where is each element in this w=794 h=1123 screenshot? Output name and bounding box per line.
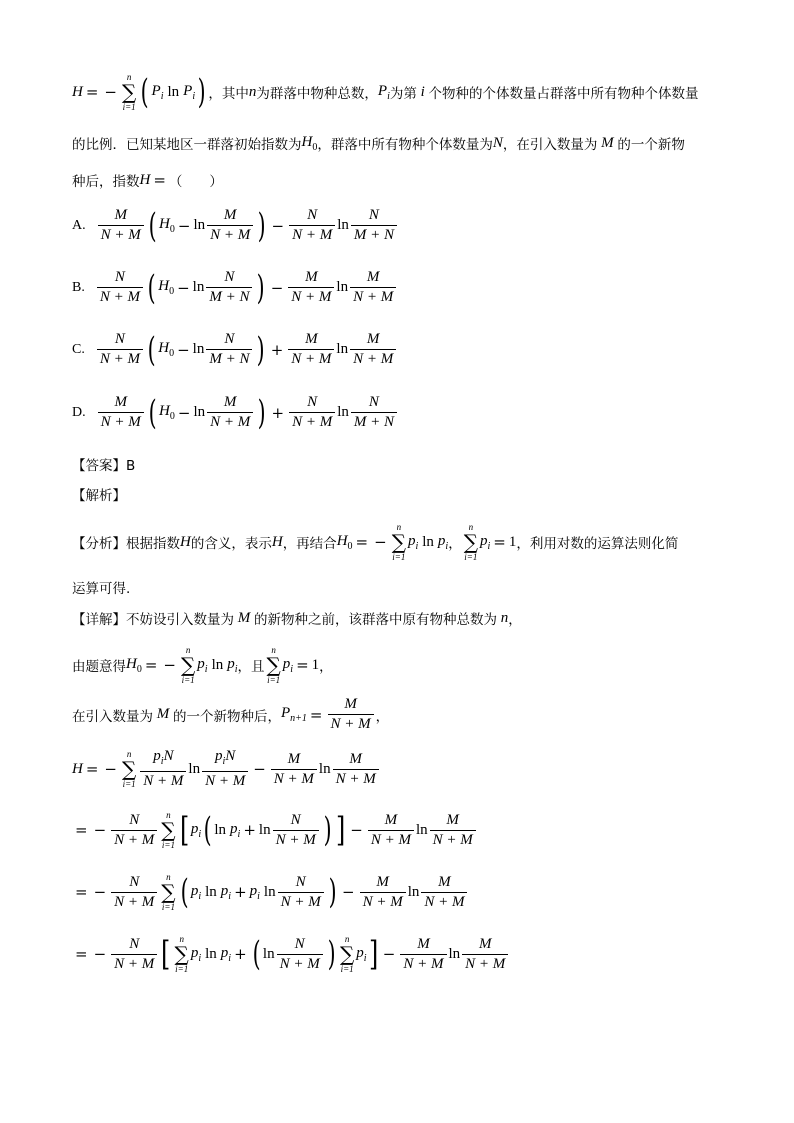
xiangjie-line-1: 【详解】不妨设引入数量为 M 的新物种之前，该群落中原有物种总数为 n ， [72, 609, 522, 628]
option-c-label: C. [72, 341, 85, 357]
line2-text-d: 的一个新物 [617, 137, 685, 153]
line1-text-b: 为群落中物种总数， [256, 86, 378, 102]
fenxi-t5: 运算可得. [72, 581, 131, 597]
xiangjie-line2c: ， [319, 659, 333, 675]
option-d-label: D. [72, 404, 86, 420]
answer-text: 【答案】B [72, 458, 136, 474]
fenxi-line-2 [72, 577, 130, 597]
analysis-title [72, 484, 126, 504]
xiangjie-t1: 的新物种之前，该群落中原有物种总数为 [254, 612, 497, 628]
line1-text-a: ，其中 [208, 86, 249, 102]
answer-line [72, 454, 135, 474]
derivation-1: H = − n ∑ i=1 $\frac{p_iN}{N + M}$ ln $\frac{p_iN}{N + M}$ − $\frac{M}{N + M}$ ln $\frac{M}{N + M}$ [72, 748, 381, 790]
xiangjie-t2: ， [508, 612, 522, 628]
analysis-title-text: 【解析】 [72, 488, 126, 504]
xiangjie-line2b: ，且 [237, 659, 265, 675]
line1-text-c: 为第 [389, 86, 417, 102]
line3-text-b: （ ） [168, 174, 223, 190]
line3-text: 种后，指数 [72, 174, 140, 190]
xiangjie-line3: 在引入数量为 [72, 708, 153, 725]
xiangjie-line-3: 在引入数量为 M 的一个新物种后， $P_{n+1}$ = $\frac{M}{N + M}$ ， [72, 696, 390, 732]
sum-symbol: n ∑ i=1 [122, 72, 137, 112]
xiangjie-line3b: 的一个新物种后， [173, 708, 281, 725]
fenxi-t3: ， [448, 536, 462, 552]
option-b-label: B. [72, 279, 85, 295]
fenxi-t4: ，利用对数的运算法则化简 [516, 536, 679, 552]
xiangjie-line3c: ， [375, 708, 390, 725]
problem-line-1: H = − n ∑ i=1 ( $P_i$ ln $P_i$ ) ，其中 n 为群落中物种总数， $P_i$ 为第 i 个物种的个体数量占群落中所有物种个体数量 [72, 72, 699, 112]
option-a-label: A. [72, 217, 86, 233]
fenxi-head: 【分析】根据指数 [72, 536, 180, 552]
problem-line-3: 种后，指数 H = （ ） [72, 171, 223, 190]
option-d: D. $\frac{M}{N + M}$ ( $H_0$ − ln $\frac{M}{N + M}$ ) + $\frac{N}{N + M}$ ln $\frac{N}{M + N}$ [72, 394, 399, 431]
formula-H: H [72, 83, 83, 100]
xiangjie-head: 【详解】不妨设引入数量为 [72, 612, 234, 628]
option-a: A. $\frac{M}{N + M}$ ( $H_0$ − ln $\frac{M}{N + M}$ ) − $\frac{N}{N + M}$ ln $\frac{N}{M + N}$ [72, 207, 399, 244]
option-b: B. $\frac{N}{N + M}$ ( $H_0$ − ln $\frac{N}{M + N}$ ) − $\frac{M}{N + M}$ ln $\frac{M}{N + M}$ [72, 269, 398, 306]
derivation-3: = − $\frac{N}{N + M}$ n ∑ i=1 ( $p_i$ ln $p_i$ + $p_i$ ln $\frac{N}{N + M}$ ) − $\frac{M}{N + M}$ ln $\frac{M}{N + M}$ [72, 872, 469, 912]
line2-text-c: ，在引入数量为 [502, 137, 598, 153]
line2-text: 的比例．已知某地区一群落初始指数为 [72, 137, 302, 153]
fenxi-t2: ，再结合 [282, 536, 337, 552]
line2-text-b: ，群落中所有物种个体数量为 [317, 137, 493, 153]
problem-line-2: 的比例．已知某地区一群落初始指数为 $H_0$ ，群落中所有物种个体数量为 N ，在引入数量为 M 的一个新物 [72, 133, 685, 153]
fenxi-line: 【分析】根据指数 H 的含义，表示 H ，再结合 $H_0$ = − n ∑ i=1 $p_i$ ln $p_i$ ， n ∑ i=1 $p_i$ = 1 ，利用对数的运算法则化简 [72, 522, 679, 562]
xiangjie-line-2: 由题意得 $H_0$ = − n ∑ i=1 $p_i$ ln $p_i$ ，且 n ∑ i=1 $p_i$ = 1 ， [72, 645, 333, 685]
derivation-4: = − $\frac{N}{N + M}$ [ n ∑ i=1 $p_i$ ln $p_i$ + ( ln $\frac{N}{N + M}$ ) n ∑ i=1 $p_i$ ] − $\frac{M}{N + M}$ ln $\frac{M}{N + M}$ [72, 934, 510, 974]
xiangjie-line2: 由题意得 [72, 659, 126, 675]
option-c: C. $\frac{N}{N + M}$ ( $H_0$ − ln $\frac{N}{M + N}$ ) + $\frac{M}{N + M}$ ln $\frac{M}{N + M}$ [72, 331, 398, 368]
line1-text-d: 个物种的个体数量占群落中所有物种个体数量 [428, 86, 699, 102]
fenxi-t1: 的含义，表示 [190, 536, 272, 552]
derivation-2: = − $\frac{N}{N + M}$ n ∑ i=1 [ $p_i$ ( ln $p_i$ + ln $\frac{N}{N + M}$ ) ] − $\frac{M}{N + M}$ ln $\frac{M}{N + M}$ [72, 810, 478, 850]
